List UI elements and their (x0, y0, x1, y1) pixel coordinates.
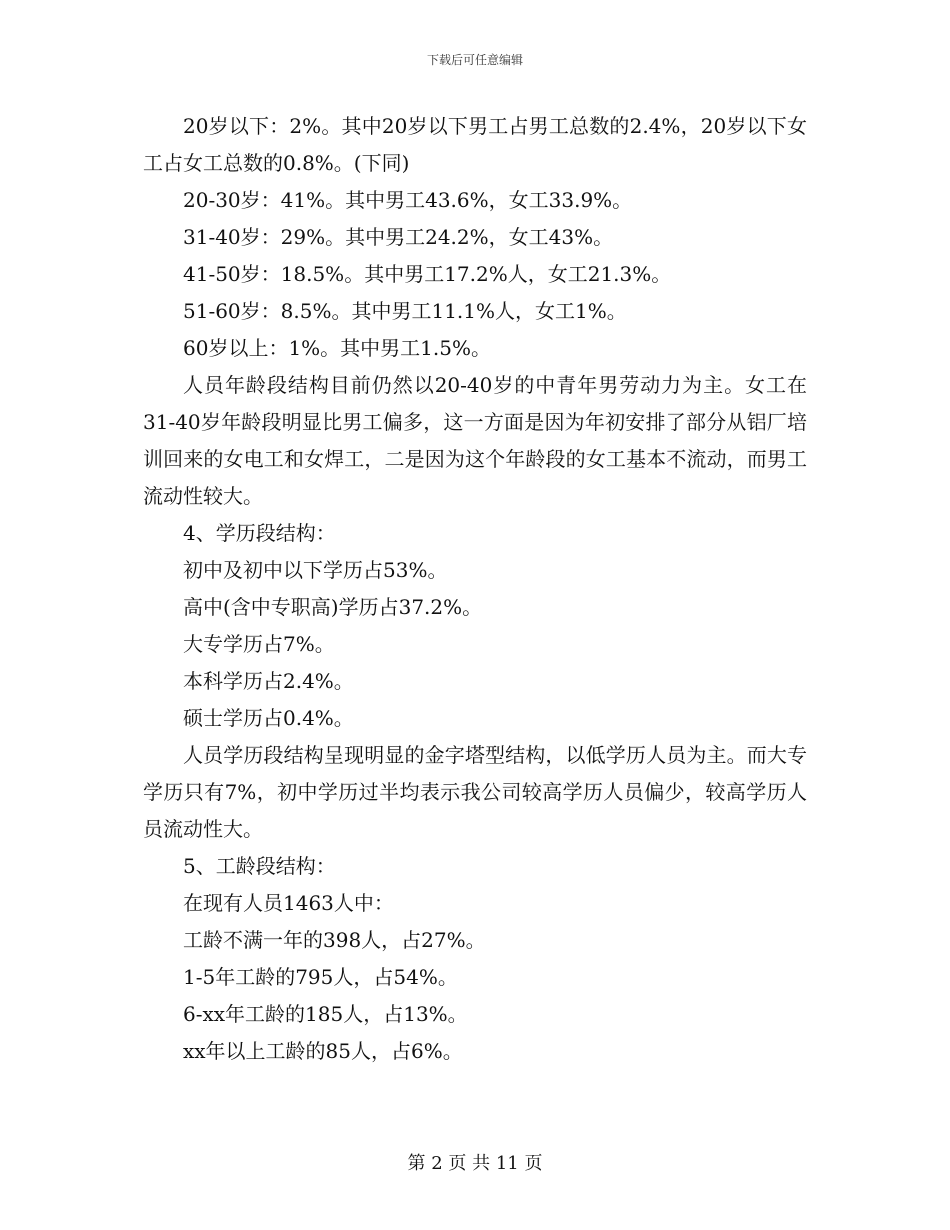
paragraph: xx年以上工龄的85人，占6%。 (183, 1039, 463, 1063)
paragraph: 工龄不满一年的398人，占27%。 (183, 928, 486, 952)
paragraph: 在现有人员1463人中： (183, 891, 394, 915)
paragraph: 60岁以上：1%。其中男工1.5%。 (183, 336, 491, 360)
paragraph: 大专学历占7%。 (183, 632, 335, 656)
page-header: 下载后可任意编辑 (426, 53, 523, 67)
page-number: 第 2 页 共 11 页 (407, 1153, 543, 1174)
paragraph: 人员学历段结构呈现明显的金字塔型结构，以低学历人员为主。而大专学历只有7%，初中学历过半均表示我公司较高学历人员偏少，较高学历人员流动性大。 (143, 743, 807, 841)
paragraph: 本科学历占2.4%。 (183, 669, 354, 693)
paragraph: 41-50岁：18.5%。其中男工17.2%人，女工21.3%。 (183, 262, 672, 286)
paragraph: 31-40岁：29%。其中男工24.2%，女工43%。 (183, 225, 614, 249)
paragraph: 初中及初中以下学历占53%。 (183, 558, 448, 582)
section-heading: 5、工龄段结构： (183, 854, 336, 878)
paragraph: 6-xx年工龄的185人，占13%。 (183, 1002, 468, 1026)
paragraph: 高中(含中专职高)学历占37.2%。 (183, 595, 483, 619)
paragraph: 人员年龄段结构目前仍然以20-40岁的中青年男劳动力为主。女工在31-40岁年龄段明显比男工偏多，这一方面是因为年初安排了部分从铝厂培训回来的女电工和女焊工，二是因为这个年龄段的女工基本不流动，而男工流动性较大。 (143, 373, 807, 508)
paragraph: 1-5年工龄的795人，占54%。 (183, 965, 458, 989)
document-body (143, 108, 807, 1070)
section-heading: 4、学历段结构： (183, 521, 336, 545)
paragraph: 20-30岁：41%。其中男工43.6%，女工33.9%。 (183, 188, 633, 212)
paragraph: 20岁以下：2%。其中20岁以下男工占男工总数的2.4%，20岁以下女工占女工总数的0.8%。(下同) (143, 114, 807, 175)
paragraph: 51-60岁：8.5%。其中男工11.1%人，女工1%。 (183, 299, 627, 323)
paragraph: 硕士学历占0.4%。 (183, 706, 354, 730)
